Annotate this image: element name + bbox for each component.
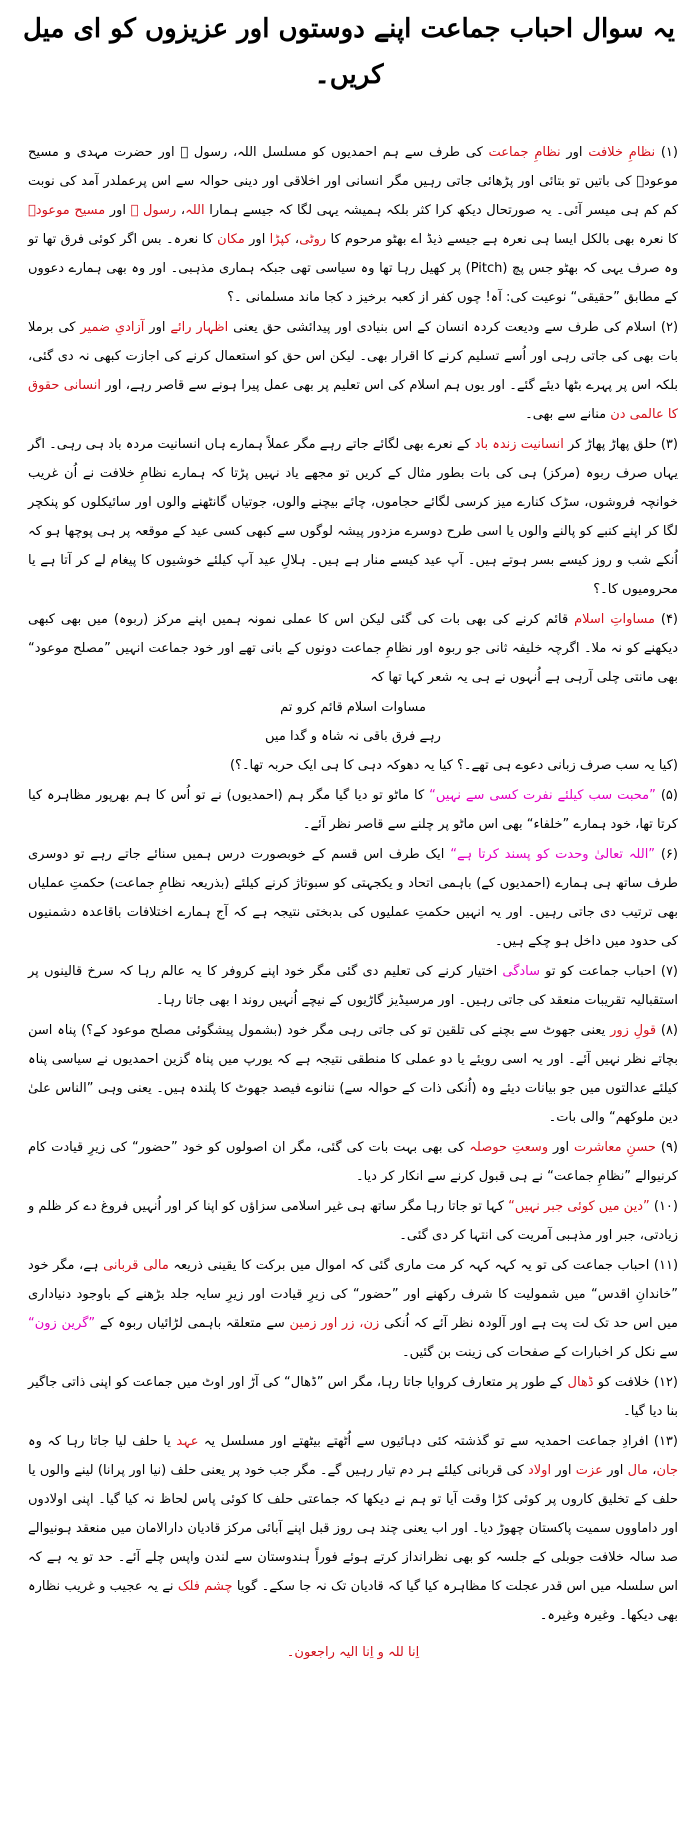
paragraph-text: ایک طرف اس قسم کے خوبصورت درس ہمیں سنائے جاتے رہے تو دوسری طرف ساتھ ہی ہمارے (احمدیوں کے) باہمی اتحاد و یکجہتی کو سبوتاژ کرنے کیلئے (بذریعہ نظامِ جماعت) حکمتِ عملیاں بھی ترتیب دی جاتی رہیں۔ اور یہ انہیں حکمتِ عملیوں کی بدبختی نتیجہ ہے کہ آج ہمارے اختلافات باقاعدہ دشمنیوں کی حدود میں داخل ہو چکے ہیں۔ [28,847,678,949]
paragraph-text: (۱) [655,145,678,160]
highlighted-phrase: آزادیِ ضمیر [80,320,145,335]
document-body [28,138,678,1667]
highlighted-phrase: روٹی [299,232,327,247]
paragraph-text: کا نعرہ۔ بس اگر کوئی فرق تھا تو وہ صرف یہی کہ بھٹو جس پچ (Pitch) پر کھیل رہا تھا وہ سیاسی تھی جبکہ ہماری مذہبی۔ اور وہ بھی ہمارے دعووں کے مطابق ”حقیقی“ نوعیت کی: آہ! چوں کفر از کعبہ برخیز د کجا ماند مسلمانی ۔؟ [28,232,678,305]
numbered-paragraph [28,430,678,604]
paragraph-text: کے نعرے بھی لگائے جاتے رہے مگر عملاً ہمارے ہاں انسانیت مردہ باد ہی رہی۔ اگر یہاں صرف ربوہ (مرکز) ہی کی بات بطور مثال کے کریں تو مجھے یاد نہیں پڑتا کہ ہمارے نظامِ خلافت نے اُن غریب خوانچہ فروشوں، سڑک کنارے میز کرسی لگائے حجاموں، چائے بیچنے والوں، جوتیاں گانٹھنے والوں اور سائیکلوں کو پنکچر لگا کر اپنے کنبے کو پالنے والوں یا اسی طرح دوسرے مزدور پیشہ لوگوں سے کبھی کسی عید کے موقعہ پر ہی پوچھا ہو کہ اُنکے شب و روز کیسے بسر ہوتے ہیں۔ آپ عید کیسے منار ہے ہیں۔ ہلالِ عید آپ کیلئے خوشیوں کا پیغام لے کر آتا ہے یا محرومیوں کا۔؟ [28,437,678,597]
poem-block [28,693,678,751]
highlighted-phrase: ”دین میں کوئی جبر نہیں“ [508,1199,650,1214]
numbered-paragraph [28,840,678,956]
paragraph-text: سے نکل کر اخبارات کے صفحات کی زینت بن گئیں۔ [401,1345,678,1360]
numbered-paragraph [28,138,678,312]
paragraph-text: کی بھی بہت بات کی گئی، مگر ان اصولوں کو خود ”حضور“ کی زیرِ قیادت کام کرنیوالے ”نظامِ جماعت“ نے ہی قبول کرنے سے انکار کر دیا۔ [28,1140,678,1184]
paragraph-text: اور [105,203,131,218]
paragraph-text: منانے سے بھی۔ [525,407,611,422]
highlighted-phrase: انسانی حقوق کا عالمی دن [28,378,678,422]
paragraph-text: یعنی جھوٹ سے بچنے کی تلقین تو کی جاتی رہی مگر خود (بشمول پیشگوئی مصلح موعود کے؟) پناہ اسن بچاتے نظر نہیں آئے۔ اور یہ اسی رویئے یا دو عملی کا منطقی نتیجہ ہے کہ یورپ میں پناہ گزین احمدیوں نے سیاسی پناہ کیلئے عدالتوں میں جو بیانات دیئے وہ (اُنکی ذات کے حوالہ سے) ننانوے فیصد جھوٹ کا پلندہ ہیں۔ یعنی وہی ”الناس علیٰ دین ملوکھم“ والی بات۔ [28,1023,678,1125]
numbered-paragraph [28,605,678,692]
paragraph-text: اور [602,1463,628,1478]
highlighted-phrase: عزت [575,1463,603,1478]
highlighted-phrase: نظامِ خلافت [588,145,656,160]
poem-line: رہے فرق باقی نہ شاہ و گدا میں [265,729,441,744]
paragraph-text: اختیار کرنے کی تعلیم دی گئی مگر خود اپنے کروفر کا یہ عالم رہا کہ سرخ قالینوں پر استقبالیہ تقریبات منعقد کی جاتی رہیں۔ اور مرسیڈیز گاڑیوں کے نیچے اُنہیں روند ا بھی جاتا رہا۔ [28,964,678,1008]
poem-line: مساوات اسلام قائم کرو تم [280,700,426,715]
paragraph-text: اور [144,320,171,335]
highlighted-phrase: نظامِ جماعت [488,145,561,160]
paragraph-text: (۱۰) [649,1199,678,1214]
highlighted-phrase: جان [656,1463,679,1478]
highlighted-phrase: زن، زر اور زمین [289,1316,380,1331]
paragraph-text: (کیا یہ سب صرف زبانی دعوے ہی تھے۔؟ کیا یہ دھوکہ دہی کا ہی ایک حربہ تھا۔؟) [229,758,678,773]
paragraph-text: (۴) [654,612,678,627]
paragraph-text: ، [176,203,186,218]
paragraph-text: اور [548,1140,575,1155]
numbered-paragraph [28,1427,678,1630]
paragraph-text: کا ماٹو تو دیا گیا مگر ہم (احمدیوں) نے تو اُس کا ہم بھرپور مظاہرہ کیا کرتا تھا، خود ہمارے ”خلفاء“ بھی اس ماٹو پر چلنے سے قاصر نظر آئے۔ [28,788,678,832]
highlighted-phrase: ”محبت سب کیلئے نفرت کسی سے نہیں“ [429,788,656,803]
highlighted-phrase: چشم فلک [177,1579,233,1594]
paragraph-text: ہے، مگر خود ”خاندانِ اقدس“ میں شمولیت کا شرف رکھنے اور ”حضور“ کی زیرِ قیادت اور زیرِ سایہ جلد بڑھنے کے باوجود دنیاداری میں اس حد تک لت پت ہے اور آلودہ نظر آئے کہ اُنکی [28,1258,679,1331]
paragraph-text: ، [648,1463,657,1478]
paragraph-text: (۹) [655,1140,678,1155]
paragraph-text: کا نعرہ بھی بالکل ایسا ہی نعرہ ہے جیسے ذیڈ اے بھٹو مرحوم کا [326,232,678,247]
highlighted-phrase: مسیح موعودؑ [28,203,106,218]
paragraph-text: (۳) حلق پھاڑ پھاڑ کر [563,437,678,452]
closing-line: اِنا للہ و اِنا الیہ راجعون۔ [286,1645,420,1660]
paragraph-text: کی برملا بات بھی کی جاتی رہی اور اُسے تسلیم کرنے کا اقرار بھی۔ لیکن اس حق کو استعمال کرنے کی اجازت کبھی نہ دی گئی، بلکہ اس پر پہرے بٹھا دیئے گئے۔ اور یوں ہم اسلام کی اس تعلیم پر بھی عمل پیرا ہونے سے قاصر رہے، اور [28,320,678,393]
highlighted-phrase: ڈھال [567,1375,594,1390]
highlighted-phrase: مال [627,1463,649,1478]
numbered-paragraph [28,751,678,780]
highlighted-phrase: قولِ زور [610,1023,657,1038]
paragraph-text: سے متعلقہ باہمی لڑائیاں ربوہ کے [95,1316,290,1331]
paragraph-text: (۵) [655,788,678,803]
numbered-paragraph [28,313,678,429]
paragraph-text: کے طور پر متعارف کروایا جاتا رہا، مگر اس ”ڈھال“ کی آڑ اور اوٹ میں جماعت کو اپنی ذاتی جاگیر بنا دیا گیا۔ [28,1375,678,1419]
paragraph-text: ، [290,232,300,247]
paragraph-text: اور [560,145,589,160]
highlighted-phrase: وسعتِ حوصلہ [469,1140,549,1155]
numbered-paragraph [28,1251,678,1367]
paragraph-text: یا حلف لیا جاتا رہا کہ وہ [28,1434,177,1449]
paragraph-text: اور [244,232,270,247]
numbered-paragraph [28,781,678,839]
highlighted-phrase: مکان [217,232,245,247]
paragraph-text: (۶) [655,847,678,862]
highlighted-phrase: مساواتِ اسلام [574,612,655,627]
paragraph-group-a [28,138,678,692]
page-title: یہ سوال احباب جماعت اپنے دوستوں اور عزیزوں کو ای میل کریں۔ [22,14,676,90]
highlighted-phrase: ”اللہ تعالیٰ وحدت کو پسند کرتا ہے“ [450,847,656,862]
highlighted-phrase: سادگی [502,964,541,979]
highlighted-phrase: عہد [176,1434,199,1449]
paragraph-text: اور [551,1463,576,1478]
highlighted-phrase: کپڑا [269,232,291,247]
highlighted-phrase: مالی قربانی [103,1258,169,1273]
numbered-paragraph [28,957,678,1015]
paragraph-text: (۷) احباب جماعت کو تو [540,964,678,979]
paragraph-text: نے یہ عجیب و غریب نظارہ بھی دیکھا۔ وغیرہ وغیرہ۔ [28,1579,678,1623]
highlighted-phrase: اولاد [527,1463,552,1478]
highlighted-phrase: اظہار رائے [170,320,229,335]
highlighted-phrase: انسانیت زندہ باد [474,437,564,452]
paragraph-text: (۸) [656,1023,678,1038]
paragraph-text: قائم کرنے کی بھی بات کی گئی لیکن اس کا عملی نمونہ ہمیں اپنے مرکز (ربوہ) میں بھی کبھی دیکھنے کو نہ ملا۔ اگرچہ خلیفہ ثانی جو ربوہ اور نظامِ جماعت دونوں کے بانی تھے اور خود جماعت انہیں ”مصلح موعود“ بھی مانتی چلی آرہی ہے اُنہوں نے ہی یہ شعر کہا تھا کہ [28,612,678,685]
paragraph-text: (۱۳) افرادِ جماعت احمدیہ سے تو گذشتہ کئی دہائیوں سے اُٹھتے بیٹھتے اور مسلسل یہ [198,1434,678,1449]
highlighted-phrase: اللہ [185,203,205,218]
paragraph-group-b [28,751,678,1630]
numbered-paragraph [28,1192,678,1250]
numbered-paragraph [28,1133,678,1191]
paragraph-text: (۱۱) احباب جماعت کی تو یہ کہہ کہہ کر مت ماری گئی کہ اموال میں برکت کا یقینی ذریعہ [168,1258,679,1273]
paragraph-text: کی قربانی کیلئے ہر دم تیار رہیں گے۔ مگر جب خود پر یعنی حلف (نیا اور پرانا) لینے والوں یا حلف کے تخلیق کاروں پر کوئی کڑا وقت آیا تو ہم نے دیکھا کہ جماعتی حلف کا کوئی پاس لحاظ نہ کیا گیا۔ اپنی اولادوں اور داماووں سمیت پاکستان چھوڑ دیا۔ اور اب یعنی چند ہی روز قبل اپنے آبائی مرکز قادیان دارالامان میں منعقد ہونیوالے صد سالہ خلافت جوبلی کے جلسہ کو بھی نظرانداز کرتے ہوئے فوراً ہندوستان سے لندن واپس چلے آئے۔ حد تو یہ ہے کہ اس سلسلہ میں اس قدر عجلت کا مظاہرہ کیا گیا کہ قادیان تک نہ جا سکے۔ گویا [28,1463,678,1594]
paragraph-text: (۲) اسلام کی طرف سے ودیعت کردہ انسان کے اس بنیادی اور پیدائشی حق یعنی [228,320,679,335]
numbered-paragraph [28,1368,678,1426]
highlighted-phrase: ”گرین زون“ [28,1316,96,1331]
paragraph-text: (۱۲) خلافت کو [593,1375,678,1390]
highlighted-phrase: حسنِ معاشرت [574,1140,656,1155]
paragraph-text: کہا تو جاتا رہا مگر ساتھ ہی غیر اسلامی سزاؤں کو اپنا کر اور اُنہیں فروغ دے کر ظلم و زیادتی، جبر اور مذہبی آمریت کی انتہا کر دی گئی۔ [28,1199,678,1243]
numbered-paragraph [28,1016,678,1132]
paragraph-text: کی طرف سے ہم احمدیوں کو مسلسل اللہ، رسول ﷺ اور حضرت مہدی و مسیح موعودؑ کی باتیں تو بتائی اور پڑھائی جاتی رہیں مگر انسانی اور اخلاقی اور دینی حوالہ سے اس پرعملدر آمد کی نوبت کم کم ہی میسر آئی۔ یہ صورتحال دیکھ کرا کثر بلکہ ہمیشہ یہی لگا کہ جیسے ہمارا [28,145,679,218]
highlighted-phrase: رسول ﷺ [130,203,177,218]
